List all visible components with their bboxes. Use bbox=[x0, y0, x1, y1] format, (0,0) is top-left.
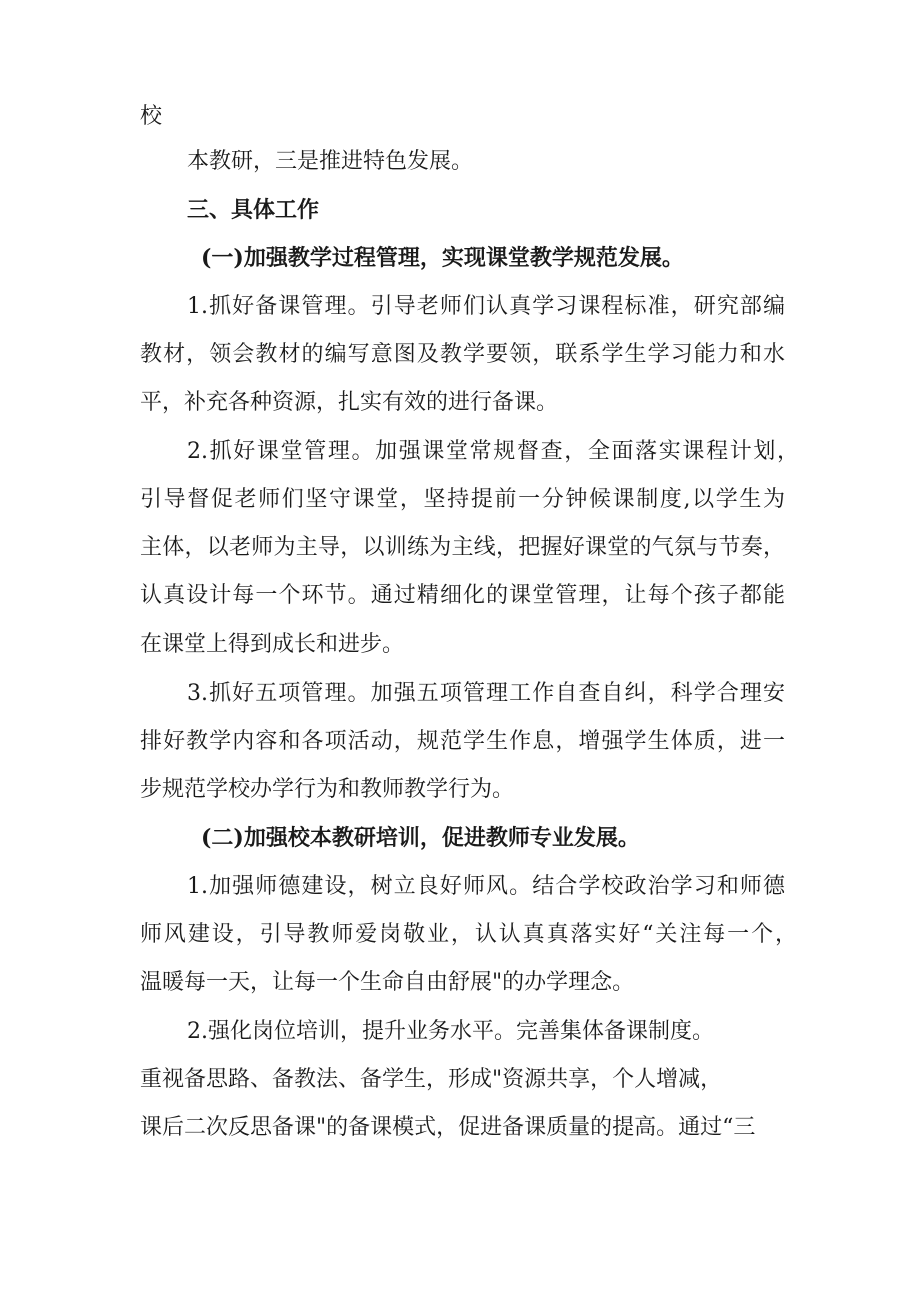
paragraph-line: 引导督促老师们坚守课堂，坚持提前一分钟候课制度,以学生为 bbox=[140, 487, 785, 512]
paragraph-line: 师风建设，引导教师爱岗敬业，认认真真落实好“关注每一个， bbox=[140, 922, 797, 947]
paragraph-line: 1.加强师德建设，树立良好师风。结合学校政治学习和师德 bbox=[187, 874, 785, 899]
paragraph-line: 3.抓好五项管理。加强五项管理工作自查自纠，科学合理安 bbox=[187, 681, 785, 706]
subsection-heading: (二)加强校本教研培训，促进教师专业发展。 bbox=[201, 825, 640, 851]
paragraph-line: 课后二次反思备课"的备课模式，促进备课质量的提高。通过“三 bbox=[140, 1115, 756, 1140]
paragraph-line: 步规范学校办学行为和教师教学行为。 bbox=[140, 777, 515, 802]
text-line: 本教研，三是推进特色发展。 bbox=[187, 149, 474, 174]
paragraph-line: 重视备思路、备教法、备学生，形成"资源共享，个人增减， bbox=[140, 1067, 723, 1092]
paragraph-line: 排好教学内容和各项活动，规范学生作息，增强学生体质，进一 bbox=[140, 729, 785, 754]
paragraph-line: 主体，以老师为主导，以训练为主线，把握好课堂的气氛与节奏， bbox=[140, 535, 785, 560]
paragraph-line: 2.强化岗位培训，提升业务水平。完善集体备课制度。 bbox=[187, 1019, 714, 1044]
paragraph-line: 教材，领会教材的编写意图及教学要领，联系学生学习能力和水 bbox=[140, 342, 785, 367]
section-heading: 三、具体工作 bbox=[187, 197, 320, 223]
paragraph-line: 2.抓好课堂管理。加强课堂常规督查，全面落实课程计划， bbox=[187, 439, 799, 464]
paragraph-line: 认真设计每一个环节。通过精细化的课堂管理，让每个孩子都能 bbox=[140, 583, 785, 608]
text-line: 校 bbox=[140, 104, 163, 129]
subsection-heading: (一)加强教学过程管理，实现课堂教学规范发展。 bbox=[201, 245, 684, 271]
paragraph-line: 温暖每一天，让每一个生命自由舒展"的办学理念。 bbox=[140, 970, 635, 995]
paragraph-line: 平，补充各种资源，扎实有效的进行备课。 bbox=[140, 390, 559, 415]
paragraph-line: 在课堂上得到成长和进步。 bbox=[140, 632, 405, 657]
paragraph-line: 1.抓好备课管理。引导老师们认真学习课程标准，研究部编 bbox=[187, 294, 785, 319]
